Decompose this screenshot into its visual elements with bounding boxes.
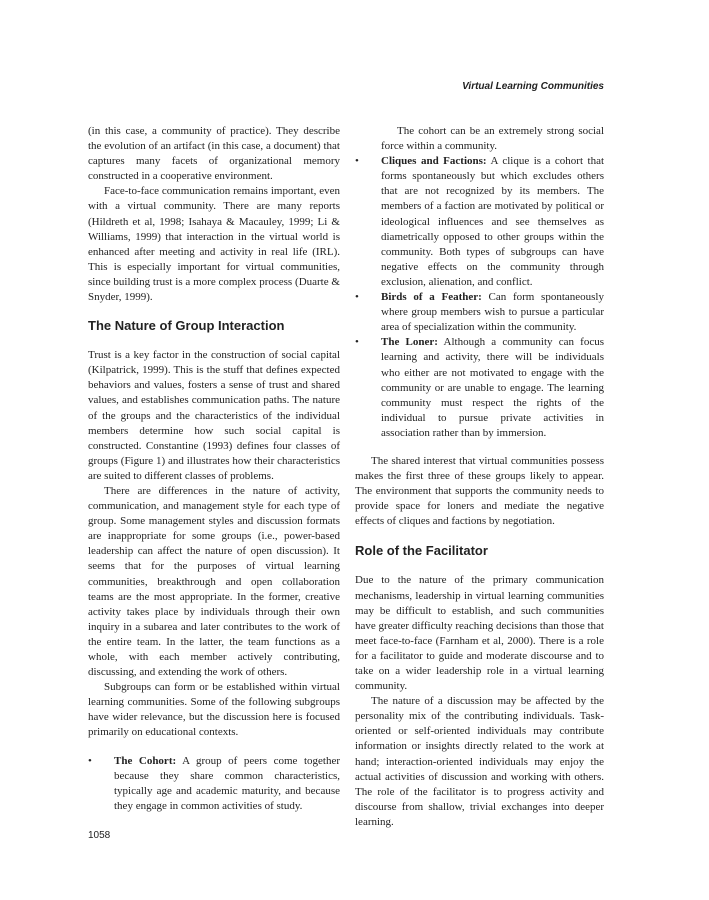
paragraph: The shared interest that virtual communities possess makes the first three of these groups likely to appear. The environment that supports the community needs to provide space for loners and mediate the negative effects of cliques and factions by negotiation. bbox=[355, 454, 604, 528]
paragraph: The nature of a discussion may be affected by the personality mix of the contributing individuals. Task-oriented or self-oriented individuals may contribute information or insights directly related to the work at hand; interaction-oriented individuals may enjoy the actual activities of discussion and working with others. The role of the facilitator is to progress activity and discourse from shallow, trivial exchanges into deeper learning. bbox=[355, 695, 604, 828]
bullet-icon: • bbox=[88, 754, 92, 767]
paragraph: There are differences in the nature of activity, communication, and management style for each type of group. Some management styles and discussion formats are inappropriate for some groups (i.e., power-based leadership can affect the nature of open discussion). It seems that for the purposes of virtual learning communities, breakthrough and open collaboration teams are the most appropriate. In the former, creative activity takes place by individuals through their own inquiry in a subarea and later contributes to the work of the entire team. In the latter, the team functions as a whole, with each member actively contributing, discussing, and extending the work of others. bbox=[88, 484, 340, 679]
subgroup-list-continued bbox=[355, 154, 604, 441]
page-number: 1058 bbox=[88, 830, 111, 841]
bullet-icon: • bbox=[355, 336, 359, 349]
paragraph: The cohort can be an extremely strong social force within a community. bbox=[381, 125, 604, 153]
bullet-icon: • bbox=[355, 155, 359, 168]
paragraph: Subgroups can form or be established within virtual learning communities. Some of the following subgroups have wider relevance, but the discussion here is focused primarily on educational contexts. bbox=[88, 681, 340, 739]
section-heading-nature: The Nature of Group Interaction bbox=[88, 318, 285, 334]
running-head: Virtual Learning Communities bbox=[462, 81, 604, 92]
list-item bbox=[88, 754, 340, 814]
list-item-text: Can form spontaneously where group members wish to pursue a particular area of specialization within the community. bbox=[381, 291, 604, 334]
bullet-icon: • bbox=[355, 291, 359, 304]
left-column bbox=[88, 124, 340, 814]
list-item-text: A group of peers come together because they share common characteristics, typically age and academic maturity, and because they engage in common activities of study. bbox=[114, 754, 341, 812]
list-item bbox=[355, 335, 604, 441]
list-item-text: Although a community can focus learning and activity, there will be individuals who either are not motivated to engage with the community or are unable to engage. The learning community must respect the rights of the individual to pursue private activities in association rather than by immersion. bbox=[381, 336, 604, 439]
list-item-term: The Cohort: bbox=[114, 754, 177, 767]
list-item bbox=[355, 154, 604, 290]
list-item-term: The Loner: bbox=[381, 336, 438, 349]
right-column bbox=[355, 124, 604, 830]
list-item bbox=[355, 290, 604, 335]
list-item-term: Birds of a Feather: bbox=[381, 291, 482, 304]
paragraph: Trust is a key factor in the construction of social capital (Kilpatrick, 1999). This is the stuff that defines expected behaviors and values, fosters a sense of trust and shared values, and establishes communication paths. The nature of the groups and the characteristics of the individual members determine how such social capital is constructed. Constantine (1993) defines four classes of groups (Figure 1) and illustrates how their characteristics are suited to different classes of problems. bbox=[88, 349, 340, 482]
paragraph: (in this case, a community of practice). They describe the evolution of an artifact (in this case, a document) that captures many facets of organizational memory constructed in a cooperative environment. bbox=[88, 125, 340, 183]
paragraph: Due to the nature of the primary communication mechanisms, leadership in virtual learning communities may be difficult to establish, and such communities have greater difficulty reaching decisions than those that meet face-to-face (Farnham et al, 2000). There is a role for a facilitator to guide and moderate discourse and to take on a wider leadership role in a virtual learning community. bbox=[355, 574, 604, 693]
section-heading-role: Role of the Facilitator bbox=[355, 543, 488, 559]
list-item-text: A clique is a cohort that forms spontaneously but which excludes others that are not recognized by its members. The members of a faction are motivated by political or ideological influences and see themselves as diametrically opposed to other groups within the community. Both types of subgroups can have negative effects on the community through exclusion, alienation, and conflict. bbox=[381, 155, 605, 288]
list-item-term: Cliques and Factions: bbox=[381, 155, 487, 168]
paragraph: Face-to-face communication remains important, even with a virtual community. There are many reports (Hildreth et al, 1998; Isahaya & Macauley, 1999; Li & Williams, 1999) that interaction in the virtual world is enhanced after meeting and activity in real life (IRL). This is especially important for virtual communities, since building trust is a more complex process (Duarte & Snyder, 1999). bbox=[88, 185, 340, 304]
subgroup-list bbox=[88, 754, 340, 814]
